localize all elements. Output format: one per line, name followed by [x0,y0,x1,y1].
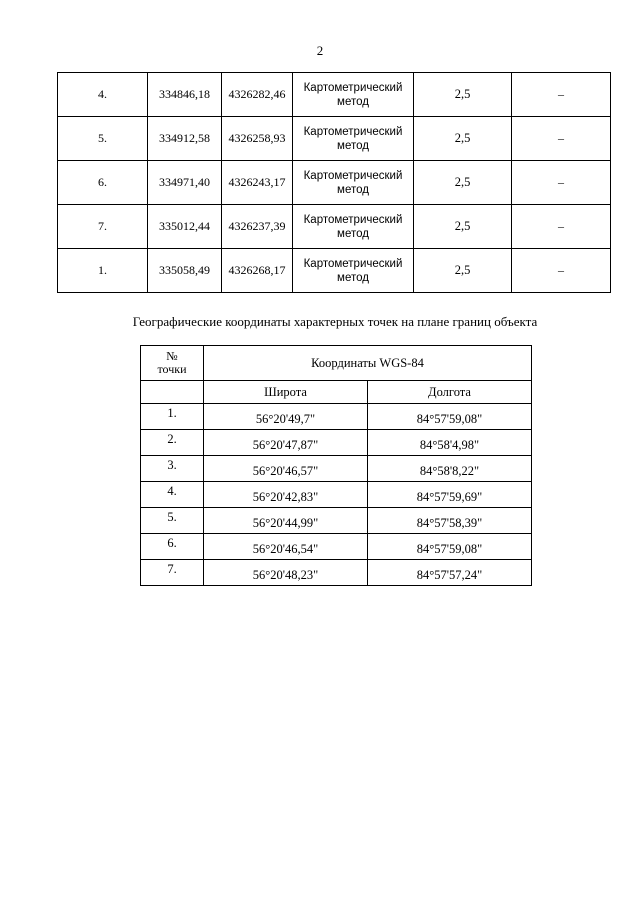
point-number: 6. [58,161,148,205]
table-row [141,430,532,456]
method-cell [293,117,414,161]
coord-x: 334846,18 [148,73,222,117]
latitude: 56°20'46,54" [204,534,368,560]
table-row [58,73,611,117]
method-line2: метод [337,227,369,240]
table-row [58,117,611,161]
geo-coords-caption: Географические координаты характерных точек на плане границ объекта [132,314,538,329]
method-cell [293,249,414,293]
table-row [141,482,532,508]
geo-coords-body [141,346,532,586]
accuracy: 2,5 [414,205,512,249]
coord-y: 4326243,17 [222,161,293,205]
note: – [512,161,611,205]
method-line1: Картометрический [303,125,403,138]
coord-y: 4326282,46 [222,73,293,117]
header-coords: Координаты WGS-84 [204,346,532,381]
coord-x: 335012,44 [148,205,222,249]
method-cell [293,161,414,205]
header-point-no [141,346,204,381]
point-number: 4. [58,73,148,117]
subheader-row [141,381,532,404]
coord-x: 334971,40 [148,161,222,205]
point-number: 7. [58,205,148,249]
table-row [141,404,532,430]
point-number: 7. [141,560,204,586]
table-row [58,205,611,249]
coord-y: 4326237,39 [222,205,293,249]
method-line2: метод [337,139,369,152]
method-line2: метод [337,95,369,108]
latitude: 56°20'47,87" [204,430,368,456]
boundary-points-body [58,73,611,293]
longitude: 84°57'59,08" [368,404,532,430]
method-cell [293,205,414,249]
table-row [141,560,532,586]
page-number: 2 [316,43,324,58]
accuracy: 2,5 [414,117,512,161]
method-line1: Картометрический [303,169,403,182]
subheader-empty [141,381,204,404]
point-number: 4. [141,482,204,508]
table-row [141,508,532,534]
latitude: 56°20'49,7" [204,404,368,430]
longitude: 84°57'57,24" [368,560,532,586]
longitude: 84°57'59,08" [368,534,532,560]
header-longitude: Долгота [368,381,532,404]
point-number: 3. [141,456,204,482]
coord-x: 335058,49 [148,249,222,293]
note: – [512,205,611,249]
coord-y: 4326258,93 [222,117,293,161]
coord-x: 334912,58 [148,117,222,161]
method-line2: метод [337,271,369,284]
note: – [512,249,611,293]
method-line1: Картометрический [303,81,403,94]
table-row [141,534,532,560]
method-line1: Картометрический [303,257,403,270]
latitude: 56°20'42,83" [204,482,368,508]
point-number: 5. [58,117,148,161]
accuracy: 2,5 [414,161,512,205]
latitude: 56°20'46,57" [204,456,368,482]
header-row [141,346,532,381]
accuracy: 2,5 [414,249,512,293]
boundary-points-table [57,72,611,293]
note: – [512,117,611,161]
header-latitude: Широта [204,381,368,404]
coord-y: 4326268,17 [222,249,293,293]
accuracy: 2,5 [414,73,512,117]
method-line1: Картометрический [303,213,403,226]
method-cell [293,73,414,117]
method-line2: метод [337,183,369,196]
note: – [512,73,611,117]
point-number: 1. [141,404,204,430]
longitude: 84°57'58,39" [368,508,532,534]
point-number: 1. [58,249,148,293]
longitude: 84°57'59,69" [368,482,532,508]
geo-coords-table [140,345,532,586]
longitude: 84°58'8,22" [368,456,532,482]
latitude: 56°20'48,23" [204,560,368,586]
point-number: 5. [141,508,204,534]
table-row [58,249,611,293]
header-no-word: точки [157,362,187,376]
point-number: 6. [141,534,204,560]
longitude: 84°58'4,98" [368,430,532,456]
header-no-symbol: № [166,349,178,363]
latitude: 56°20'44,99" [204,508,368,534]
table-row [141,456,532,482]
point-number: 2. [141,430,204,456]
table-row [58,161,611,205]
